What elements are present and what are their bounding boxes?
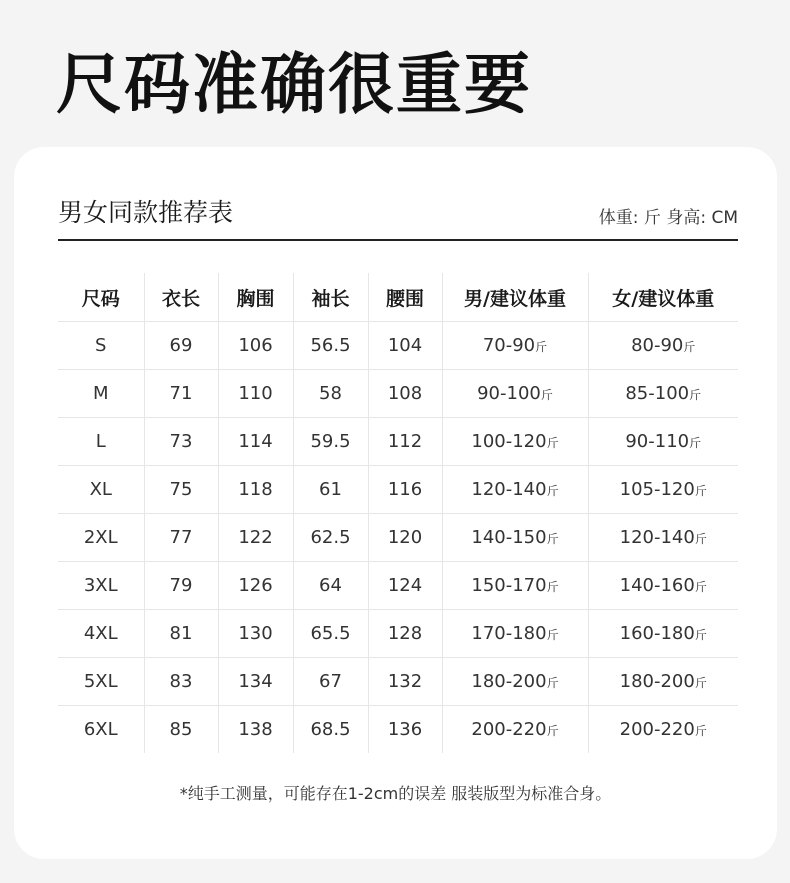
weight-unit: 斤 bbox=[689, 436, 702, 450]
cell-size-value: 2XL bbox=[83, 527, 118, 548]
header-female-weight: 女/建议体重 bbox=[588, 273, 738, 322]
cell-chest-value: 118 bbox=[238, 479, 273, 500]
cell-male-weight-value: 170-180 bbox=[471, 623, 547, 644]
header-waist: 腰围 bbox=[368, 273, 442, 322]
cell-length-value: 79 bbox=[169, 575, 193, 596]
cell-size bbox=[58, 514, 144, 562]
cell-size-value: 6XL bbox=[83, 719, 118, 740]
table-row bbox=[58, 418, 738, 466]
table-row bbox=[58, 370, 738, 418]
cell-size bbox=[58, 418, 144, 466]
cell-length-value: 75 bbox=[169, 479, 193, 500]
cell-size bbox=[58, 466, 144, 514]
cell-female-weight-value: 80-90 bbox=[631, 335, 684, 356]
cell-chest bbox=[218, 514, 293, 562]
weight-unit: 斤 bbox=[535, 340, 548, 354]
table-row bbox=[58, 562, 738, 610]
cell-size-value: M bbox=[92, 383, 109, 404]
cell-size-value: S bbox=[95, 335, 107, 356]
cell-sleeve bbox=[293, 514, 368, 562]
cell-size-value: XL bbox=[89, 479, 112, 500]
cell-male-weight-value: 150-170 bbox=[471, 575, 547, 596]
table-row bbox=[58, 514, 738, 562]
cell-length-value: 81 bbox=[169, 623, 193, 644]
table-row bbox=[58, 658, 738, 706]
cell-chest bbox=[218, 466, 293, 514]
page-title: 尺码准确很重要 bbox=[56, 46, 532, 123]
cell-waist bbox=[368, 322, 442, 370]
cell-sleeve-value: 64 bbox=[319, 575, 342, 596]
unit-note: 体重: 斤 身高: CM bbox=[598, 208, 738, 228]
cell-waist bbox=[368, 466, 442, 514]
cell-female-weight bbox=[588, 514, 738, 562]
cell-sleeve bbox=[293, 370, 368, 418]
cell-male-weight-value: 140-150 bbox=[471, 527, 547, 548]
cell-chest bbox=[218, 706, 293, 754]
cell-male-weight bbox=[442, 466, 588, 514]
cell-female-weight-value: 120-140 bbox=[619, 527, 695, 548]
cell-waist bbox=[368, 562, 442, 610]
weight-unit: 斤 bbox=[546, 628, 559, 642]
cell-female-weight bbox=[588, 610, 738, 658]
size-chart-card bbox=[14, 147, 777, 859]
cell-waist bbox=[368, 514, 442, 562]
cell-size bbox=[58, 706, 144, 754]
weight-unit: 斤 bbox=[694, 628, 707, 642]
weight-unit: 斤 bbox=[546, 676, 559, 690]
weight-unit: 斤 bbox=[694, 676, 707, 690]
weight-unit: 斤 bbox=[694, 580, 707, 594]
cell-sleeve bbox=[293, 466, 368, 514]
cell-male-weight bbox=[442, 514, 588, 562]
cell-chest bbox=[218, 322, 293, 370]
cell-chest-value: 126 bbox=[238, 575, 273, 596]
cell-female-weight-value: 140-160 bbox=[619, 575, 695, 596]
card-header bbox=[58, 191, 738, 241]
cell-female-weight-value: 160-180 bbox=[619, 623, 695, 644]
cell-length bbox=[144, 514, 218, 562]
weight-unit: 斤 bbox=[689, 388, 702, 402]
cell-male-weight bbox=[442, 370, 588, 418]
cell-length-value: 85 bbox=[169, 719, 193, 740]
cell-waist bbox=[368, 658, 442, 706]
cell-male-weight bbox=[442, 322, 588, 370]
cell-size-value: 3XL bbox=[83, 575, 118, 596]
cell-waist bbox=[368, 610, 442, 658]
weight-unit: 斤 bbox=[546, 436, 559, 450]
cell-sleeve bbox=[293, 706, 368, 754]
cell-waist-value: 120 bbox=[387, 527, 423, 548]
cell-waist-value: 108 bbox=[387, 383, 423, 404]
cell-sleeve-value: 68.5 bbox=[310, 719, 351, 740]
cell-male-weight bbox=[442, 658, 588, 706]
cell-size bbox=[58, 322, 144, 370]
table-row bbox=[58, 706, 738, 754]
weight-unit: 斤 bbox=[540, 388, 553, 402]
cell-male-weight-value: 120-140 bbox=[471, 479, 547, 500]
header-sleeve: 袖长 bbox=[293, 273, 368, 322]
cell-female-weight bbox=[588, 322, 738, 370]
cell-sleeve-value: 59.5 bbox=[310, 431, 351, 452]
cell-chest bbox=[218, 418, 293, 466]
cell-female-weight bbox=[588, 562, 738, 610]
cell-length bbox=[144, 610, 218, 658]
table-row bbox=[58, 610, 738, 658]
weight-unit: 斤 bbox=[546, 580, 559, 594]
cell-waist-value: 132 bbox=[387, 671, 423, 692]
cell-waist bbox=[368, 706, 442, 754]
cell-sleeve bbox=[293, 322, 368, 370]
cell-waist-value: 112 bbox=[387, 431, 423, 452]
cell-female-weight-value: 85-100 bbox=[625, 383, 690, 404]
card-title: 男女同款推荐表 bbox=[58, 198, 234, 227]
cell-length bbox=[144, 706, 218, 754]
cell-female-weight bbox=[588, 466, 738, 514]
header-male-weight: 男/建议体重 bbox=[442, 273, 588, 322]
weight-unit: 斤 bbox=[546, 484, 559, 498]
header-length: 衣长 bbox=[144, 273, 218, 322]
cell-chest-value: 134 bbox=[238, 671, 273, 692]
cell-female-weight-value: 90-110 bbox=[625, 431, 690, 452]
cell-size bbox=[58, 610, 144, 658]
cell-length-value: 69 bbox=[169, 335, 193, 356]
cell-male-weight-value: 180-200 bbox=[471, 671, 547, 692]
cell-male-weight bbox=[442, 610, 588, 658]
weight-unit: 斤 bbox=[694, 532, 707, 546]
cell-size-value: 4XL bbox=[83, 623, 118, 644]
cell-male-weight bbox=[442, 418, 588, 466]
cell-waist-value: 116 bbox=[387, 479, 423, 500]
cell-length bbox=[144, 418, 218, 466]
cell-sleeve-value: 67 bbox=[319, 671, 342, 692]
cell-sleeve-value: 62.5 bbox=[310, 527, 351, 548]
cell-waist bbox=[368, 418, 442, 466]
table-row bbox=[58, 322, 738, 370]
cell-female-weight-value: 180-200 bbox=[619, 671, 695, 692]
weight-unit: 斤 bbox=[694, 484, 707, 498]
cell-size-value: L bbox=[95, 431, 106, 452]
weight-unit: 斤 bbox=[546, 724, 559, 738]
cell-chest bbox=[218, 658, 293, 706]
table-body bbox=[58, 322, 738, 754]
cell-male-weight bbox=[442, 706, 588, 754]
cell-female-weight bbox=[588, 370, 738, 418]
weight-unit: 斤 bbox=[546, 532, 559, 546]
cell-length bbox=[144, 562, 218, 610]
cell-sleeve bbox=[293, 562, 368, 610]
cell-waist bbox=[368, 370, 442, 418]
cell-length-value: 83 bbox=[169, 671, 193, 692]
cell-chest bbox=[218, 370, 293, 418]
cell-chest-value: 130 bbox=[238, 623, 273, 644]
cell-waist-value: 104 bbox=[387, 335, 423, 356]
cell-size bbox=[58, 562, 144, 610]
cell-sleeve bbox=[293, 418, 368, 466]
cell-female-weight bbox=[588, 418, 738, 466]
cell-male-weight-value: 100-120 bbox=[471, 431, 547, 452]
cell-male-weight-value: 70-90 bbox=[482, 335, 536, 356]
cell-male-weight bbox=[442, 562, 588, 610]
footnote: *纯手工测量，可能存在1-2cm的误差 服装版型为标准合身。 bbox=[179, 784, 612, 803]
cell-sleeve bbox=[293, 610, 368, 658]
cell-waist-value: 128 bbox=[387, 623, 423, 644]
cell-length-value: 71 bbox=[169, 383, 193, 404]
header-chest: 胸围 bbox=[218, 273, 293, 322]
weight-unit: 斤 bbox=[683, 340, 696, 354]
cell-length bbox=[144, 322, 218, 370]
cell-length-value: 73 bbox=[169, 431, 193, 452]
cell-size bbox=[58, 370, 144, 418]
cell-chest bbox=[218, 562, 293, 610]
cell-male-weight-value: 200-220 bbox=[471, 719, 547, 740]
weight-unit: 斤 bbox=[694, 724, 707, 738]
cell-female-weight bbox=[588, 658, 738, 706]
cell-female-weight-value: 105-120 bbox=[619, 479, 695, 500]
cell-waist-value: 136 bbox=[387, 719, 423, 740]
cell-waist-value: 124 bbox=[387, 575, 423, 596]
cell-size bbox=[58, 658, 144, 706]
size-table bbox=[58, 273, 738, 753]
header-size: 尺码 bbox=[81, 287, 120, 310]
cell-chest-value: 106 bbox=[238, 335, 273, 356]
cell-chest bbox=[218, 610, 293, 658]
cell-sleeve-value: 61 bbox=[319, 479, 342, 500]
cell-length bbox=[144, 466, 218, 514]
cell-male-weight-value: 90-100 bbox=[477, 383, 541, 404]
cell-chest-value: 114 bbox=[238, 431, 273, 452]
cell-female-weight-value: 200-220 bbox=[619, 719, 695, 740]
cell-sleeve-value: 56.5 bbox=[310, 335, 351, 356]
cell-sleeve-value: 58 bbox=[319, 383, 342, 404]
cell-length bbox=[144, 658, 218, 706]
cell-female-weight bbox=[588, 706, 738, 754]
cell-sleeve-value: 65.5 bbox=[310, 623, 351, 644]
table-row bbox=[58, 466, 738, 514]
cell-length-value: 77 bbox=[169, 527, 193, 548]
cell-chest-value: 110 bbox=[238, 383, 273, 404]
table-header-row bbox=[58, 273, 738, 322]
cell-sleeve bbox=[293, 658, 368, 706]
cell-chest-value: 138 bbox=[238, 719, 273, 740]
cell-size-value: 5XL bbox=[83, 671, 118, 692]
cell-chest-value: 122 bbox=[238, 527, 273, 548]
cell-length bbox=[144, 370, 218, 418]
